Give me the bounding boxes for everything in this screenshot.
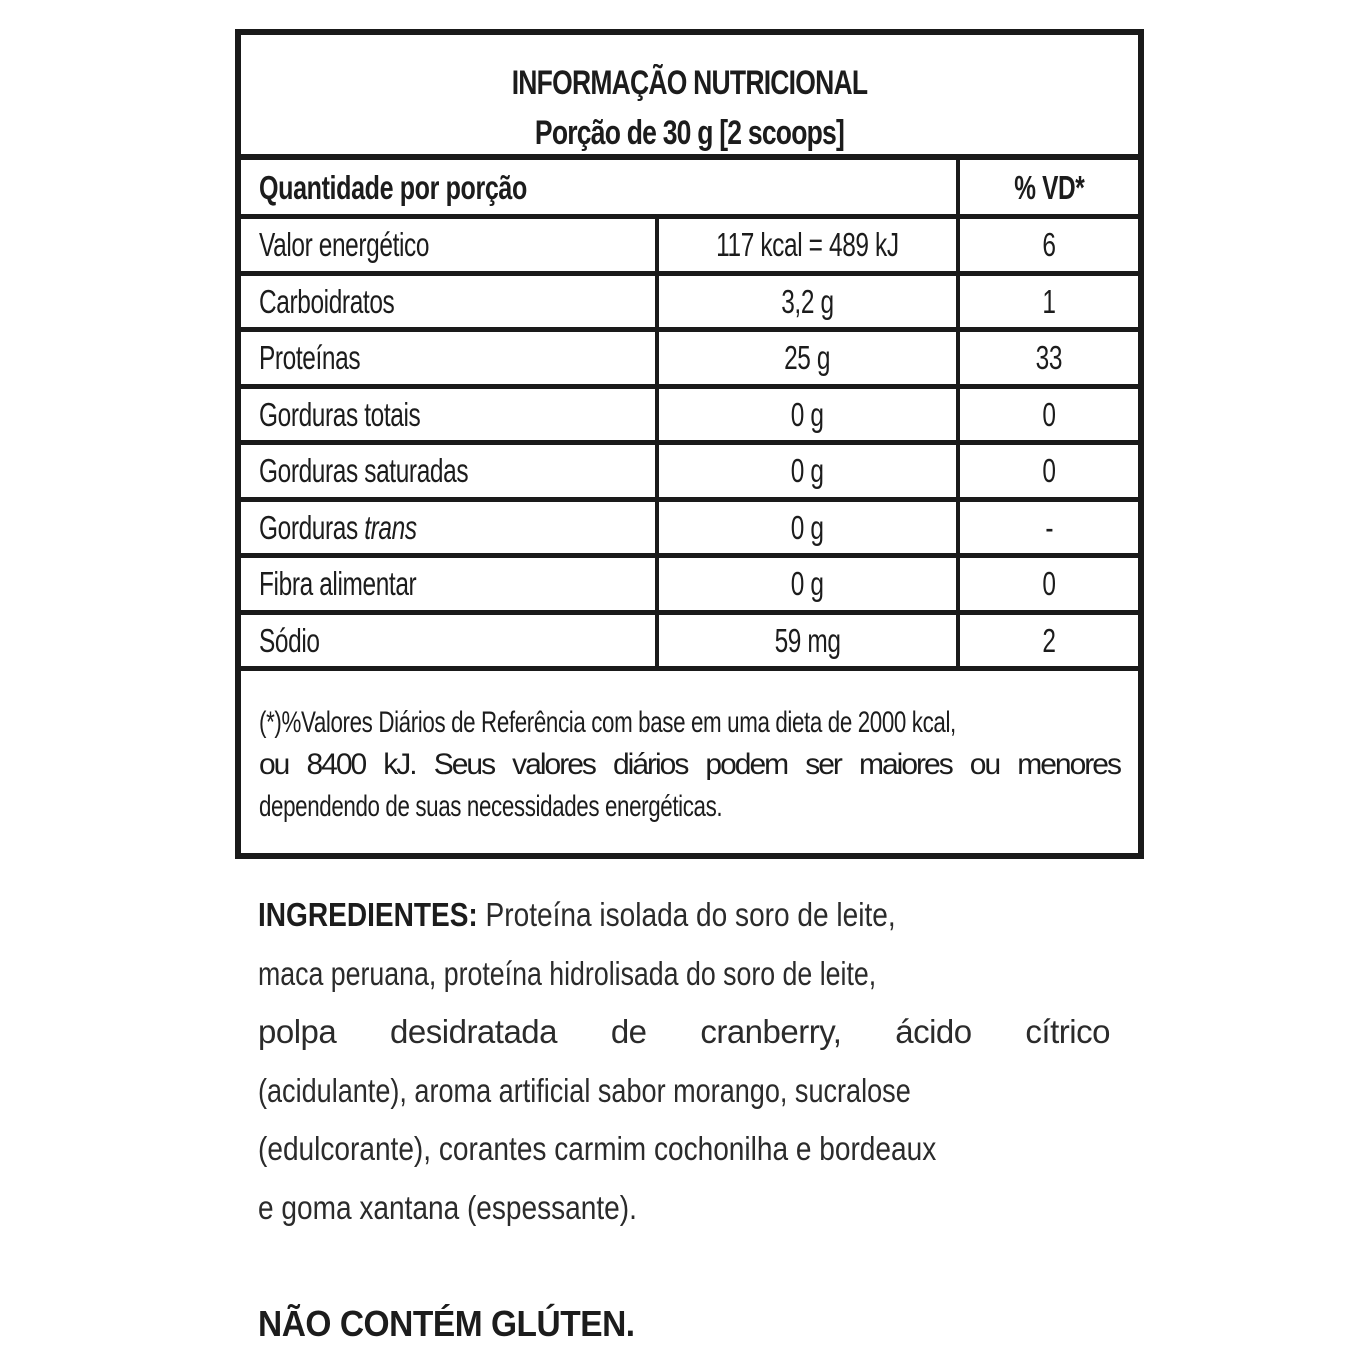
nutrition-header: [241, 35, 1138, 160]
table-row: [241, 615, 1138, 672]
nutrition-facts-table: [235, 29, 1144, 859]
table-row: [241, 558, 1138, 615]
nutrient-daily-value: 6: [956, 219, 1138, 271]
nutrient-name: Gorduras saturadas: [259, 452, 469, 490]
nutrient-amount: 0 g: [655, 445, 956, 497]
nutrient-name: Carboidratos: [259, 282, 395, 320]
nutrient-amount: 0 g: [655, 389, 956, 441]
table-row: [241, 445, 1138, 502]
nutrient-name: Sódio: [259, 621, 320, 659]
nutrient-name: Proteínas: [259, 339, 361, 377]
serving-size: Porção de 30 g [2 scoops]: [534, 114, 845, 152]
nutrient-amount: 59 mg: [655, 615, 956, 667]
table-row: [241, 219, 1138, 276]
nutrient-amount: 0 g: [655, 502, 956, 554]
ingredients-label: INGREDIENTES:: [258, 896, 478, 933]
nutrient-name: Gorduras totais: [259, 395, 421, 433]
daily-value-header: % VD*: [956, 160, 1138, 214]
nutrient-daily-value: 0: [956, 558, 1138, 610]
nutrient-daily-value: 2: [956, 615, 1138, 667]
nutrient-daily-value: 33: [956, 332, 1138, 384]
nutrient-name: Fibra alimentar: [259, 565, 417, 603]
nutrient-daily-value: 0: [956, 445, 1138, 497]
table-row: [241, 502, 1138, 559]
nutrient-daily-value: 1: [956, 276, 1138, 328]
daily-value-footnote: (*)%Valores Diários de Referência com base em uma dieta de 2000 kcal, ou 8400 kJ. Seus valores diários podem ser maiores ou menores dependendo de suas necessidades energéticas.: [259, 706, 1120, 823]
ingredients-section: INGREDIENTES: Proteína isolada do soro de leite, maca peruana, proteína hidrolisada do soro de leite, polpa desidratada de cranberry, ácido cítrico (acidulante), aroma artificial sabor morango, sucralose (edulcorante), corantes carmim cochonilha e bordeaux e goma xantana (espessante).: [258, 896, 1110, 1226]
table-row: [241, 389, 1138, 446]
nutrient-amount: 25 g: [655, 332, 956, 384]
column-header-row: [241, 160, 1138, 219]
quantity-header: Quantidade por porção: [259, 168, 527, 206]
nutrient-amount: 0 g: [655, 558, 956, 610]
table-row: [241, 276, 1138, 333]
nutrient-name: Valor energético: [259, 226, 430, 264]
nutrient-name: Gorduras trans: [259, 508, 417, 546]
nutrient-amount: 117 kcal = 489 kJ: [655, 219, 956, 271]
nutrition-title: INFORMAÇÃO NUTRICIONAL: [511, 64, 868, 102]
nutrient-amount: 3,2 g: [655, 276, 956, 328]
gluten-free-notice: NÃO CONTÉM GLÚTEN.: [258, 1303, 635, 1344]
nutrient-daily-value: 0: [956, 389, 1138, 441]
table-row: [241, 332, 1138, 389]
nutrient-daily-value: -: [956, 502, 1138, 554]
